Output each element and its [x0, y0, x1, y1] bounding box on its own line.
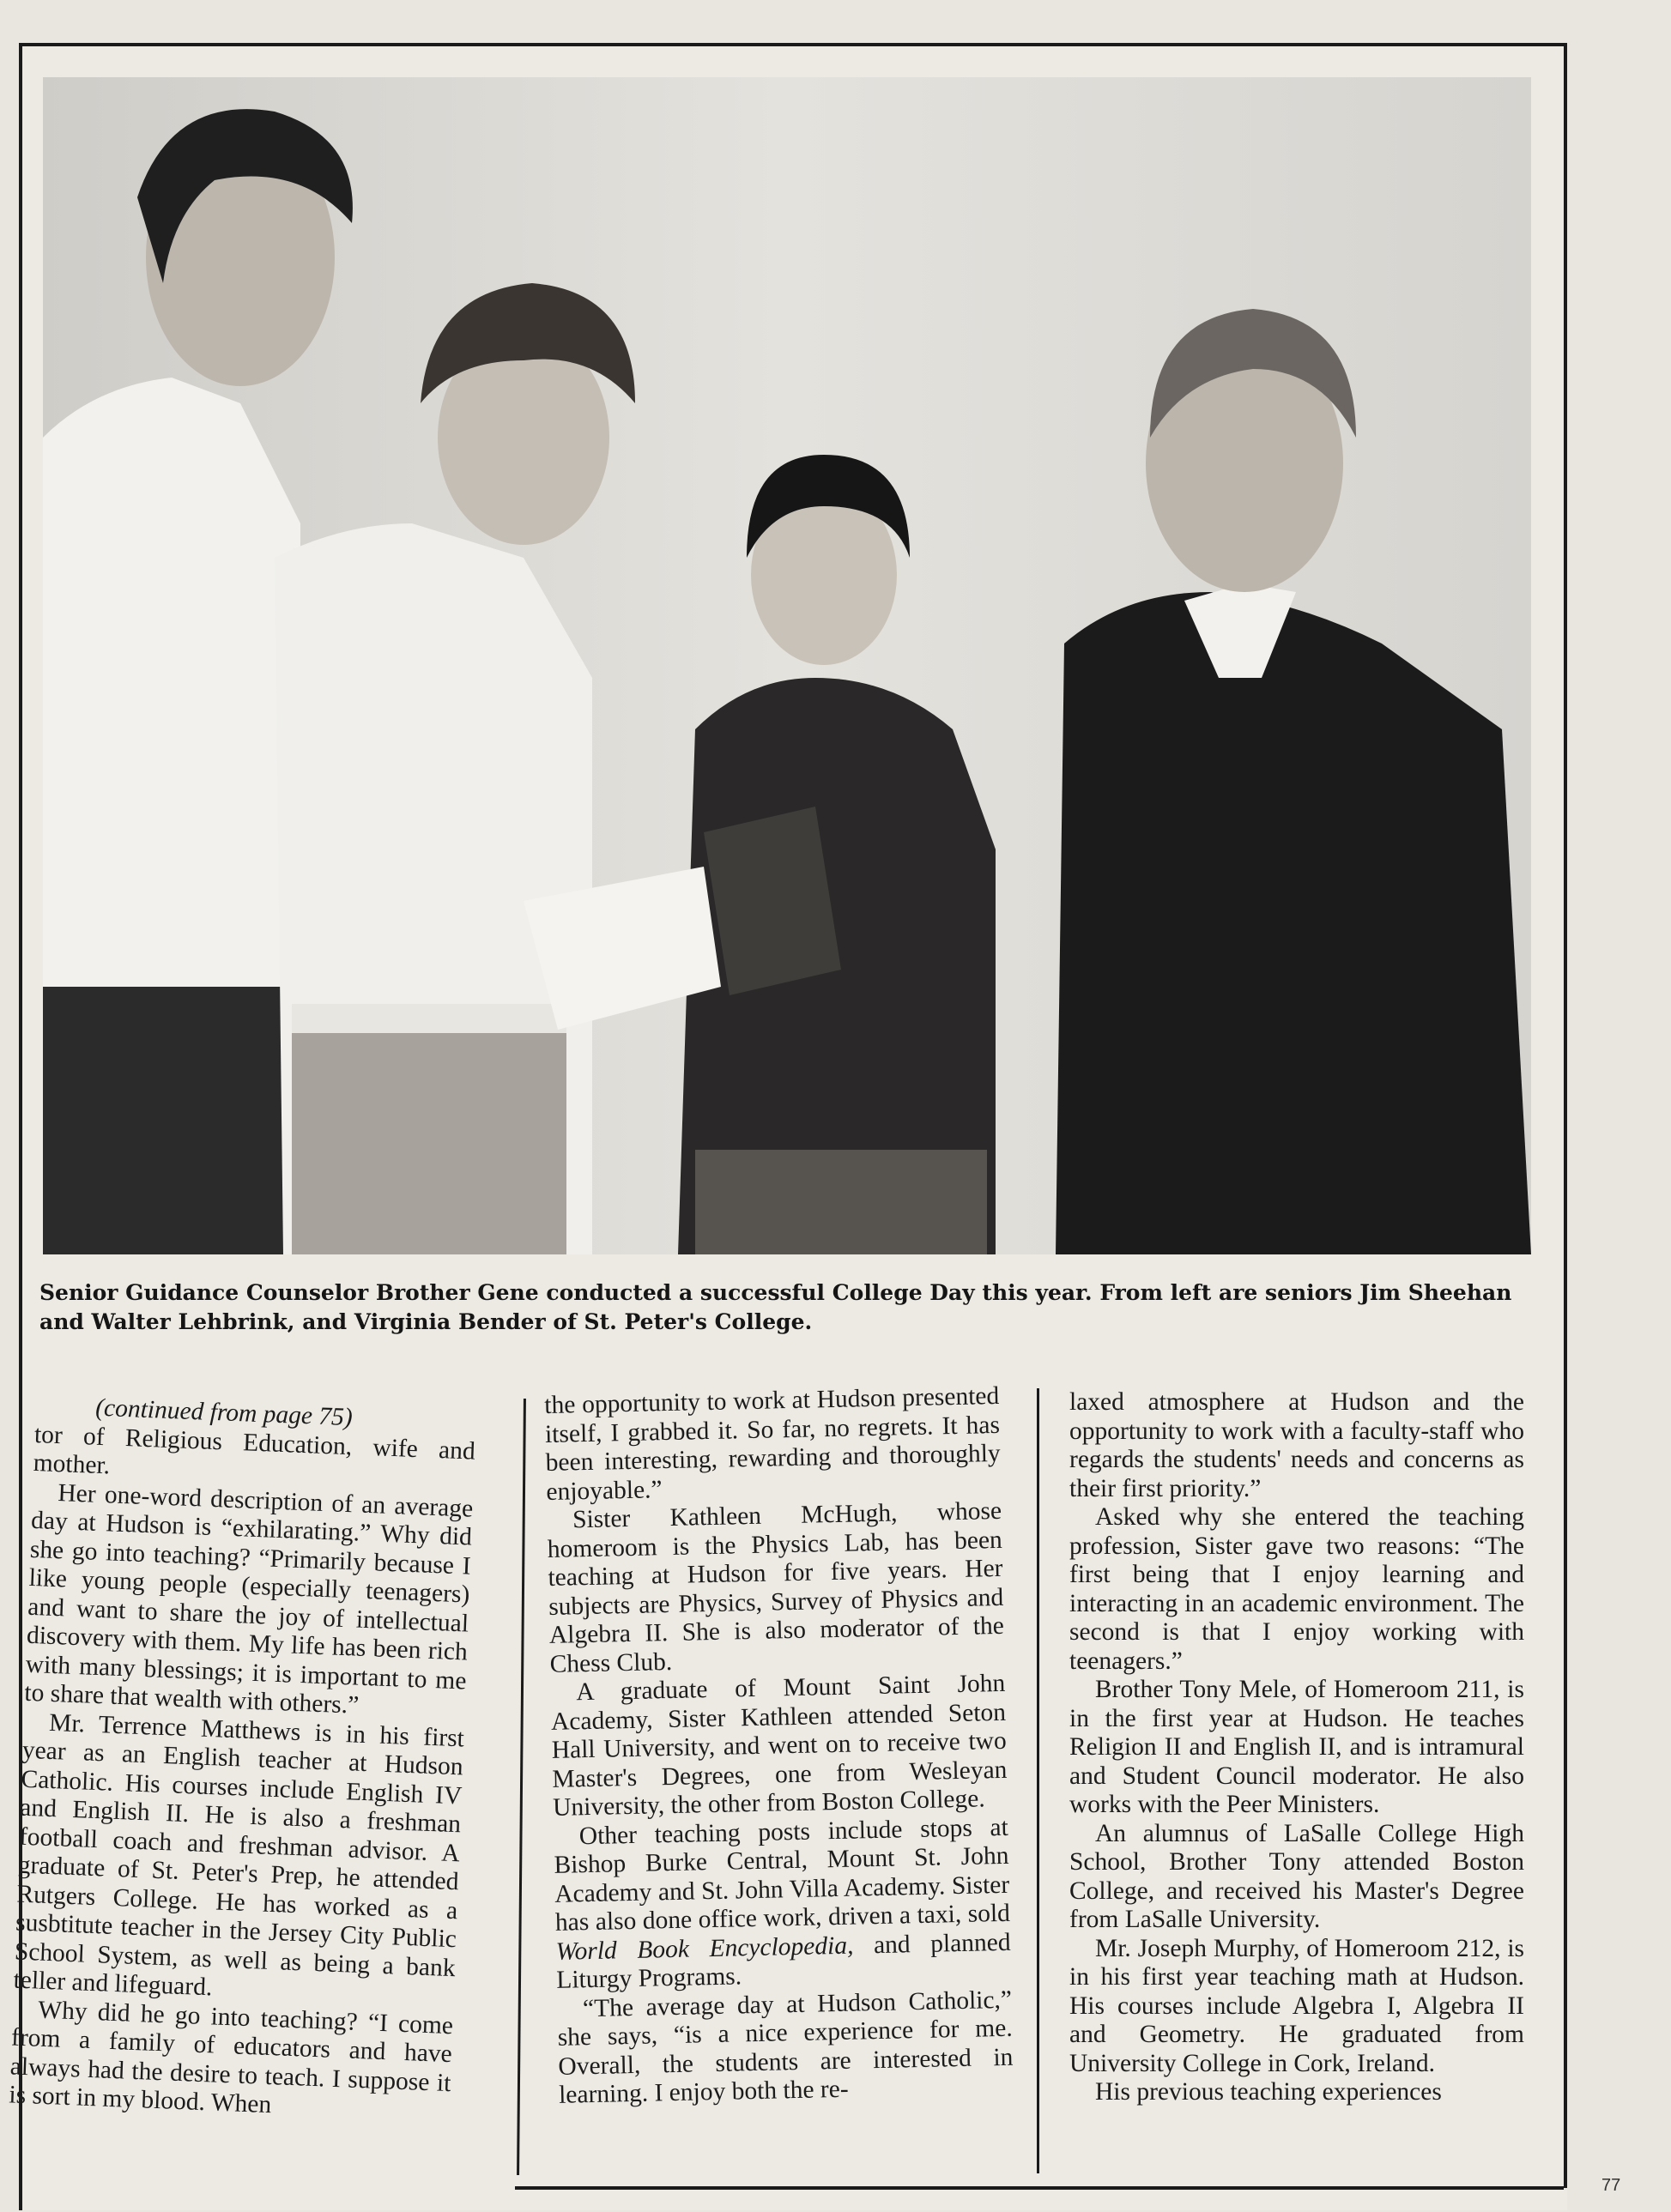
photo-of-four-people-icon: [43, 77, 1531, 1254]
frame-rule-bottom: [515, 2186, 1564, 2190]
paragraph: [554, 1813, 1012, 1995]
italic-title: World Book Encyclopedia,: [555, 1931, 854, 1966]
group-photo: [43, 77, 1531, 1254]
paragraph: “The average day at Hudson Catholic,” she says, “is a nice experience for me. Overall, the students are interested in learning. I enjoy both the re-: [557, 1985, 1014, 2109]
article-column-1: [6, 1392, 476, 2180]
frame-rule-right: [1564, 43, 1567, 2188]
paragraph: A graduate of Mount Saint John Academy, Sister Kathleen attended Seton Hall University, and went on to receive two Master's Degrees, one from Wesleyan University, the other from Boston College.: [550, 1669, 1008, 1822]
column-divider-2: [1037, 1388, 1039, 2173]
paragraph: Her one-word description of an average day at Hudson is “exhilarating.” Why did she go into teaching? “Primarily because I like young people (especially teenagers) and want to share the joy of intellectual discovery with them. My life has been rich with many blessings; it is important to me to share that wealth with others.”: [23, 1478, 474, 1719]
text-run: and planned Liturgy Programs.: [556, 1928, 1011, 1994]
paragraph: the opportunity to work at Hudson presented itself, I grabbed it. So far, no regrets. It has been interesting, rewarding and thoroughly enjoyable.”: [544, 1381, 1001, 1506]
paragraph: Mr. Joseph Murphy, of Homeroom 212, is in his first year teaching math at Hudson. His courses include Algebra I, Algebra II and Geometry. He graduated from University College in Cork, Ireland.: [1069, 1934, 1524, 2077]
photo-caption: Senior Guidance Counselor Brother Gene conducted a successful College Day this year. From left are seniors Jim Sheehan and Walter Lehbrink, and Virginia Bender of St. Peter's College.: [39, 1280, 1512, 1334]
article-column-3: [1069, 1388, 1524, 2161]
paragraph: tor of Religious Education, wife and mother.: [33, 1420, 476, 1480]
article-column-2: [544, 1382, 1015, 2164]
paragraph: Mr. Terrence Matthews is in his first year as an English teacher at Hudson Catholic. His courses include English IV and English II. He is also a freshman football coach and freshman advisor. A graduate of St. Peter's Prep, he attended Rutgers College. He has worked as a susbtitute teacher in the Jersey City Public School System, as well as being a bank teller and lifeguard.: [13, 1708, 465, 2002]
continued-note: (continued from page 75): [94, 1393, 354, 1432]
paragraph: His previous teaching experiences: [1095, 2078, 1442, 2106]
paragraph: Asked why she entered the teaching profession, Sister gave two reasons: “The first being that I enjoy learning and interacting in an academic environment. The second is that I enjoy working with teenagers.”: [1069, 1503, 1524, 1675]
paragraph: laxed atmosphere at Hudson and the opportunity to work with a faculty-staff who regards the students' needs and concerns as their first priority.”: [1069, 1388, 1524, 1502]
paragraph: Brother Tony Mele, of Homeroom 211, is in the first year at Hudson. He teaches Religion II and English II, and is intramural and Student Council moderator. He also works with the Peer Ministers.: [1069, 1676, 1524, 1818]
page-number: 77: [1601, 2176, 1621, 2195]
paragraph: Why did he go into teaching? “I come from a family of educators and have always had the desire to teach. I suppose it is sort in my blood. When: [8, 1996, 454, 2119]
paragraph: An alumnus of LaSalle College High School, Brother Tony attended Boston College, and received his Master's Degree from LaSalle University.: [1069, 1819, 1524, 1933]
paragraph: Sister Kathleen McHugh, whose homeroom is the Physics Lab, has been teaching at Hudson for five years. Her subjects are Physics, Survey of Physics and Algebra II. She is also moderator of the Chess Club.: [547, 1496, 1005, 1678]
text-run: Other teaching posts include stops at Bishop Burke Central, Mount St. John Academy and St. John Villa Academy. Sister has also done office work, driven a taxi, sold: [554, 1813, 1011, 1937]
